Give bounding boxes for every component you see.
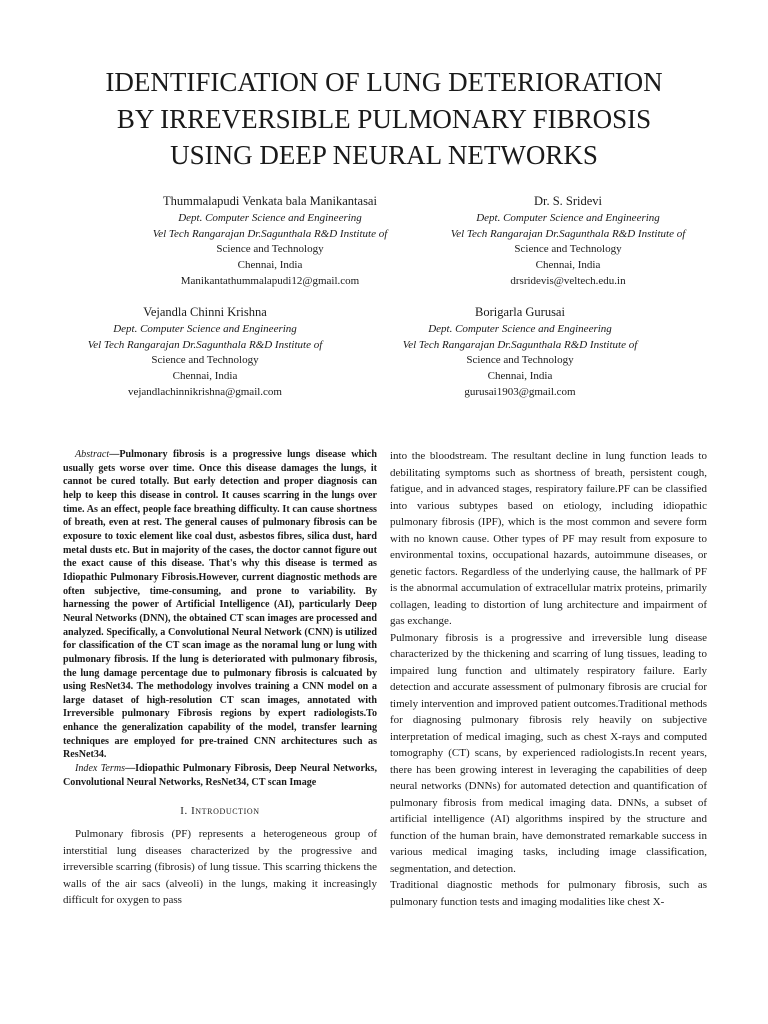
author-institute-cont: Science and Technology xyxy=(514,243,622,256)
author-block-1 xyxy=(110,193,430,290)
section-title: Introduction xyxy=(191,805,260,818)
title-line-2: BY IRREVERSIBLE PULMONARY FIBROSIS xyxy=(116,103,652,134)
abstract xyxy=(63,448,377,762)
author-city: Chennai, India xyxy=(487,370,553,383)
author-block-3 xyxy=(45,304,365,401)
section-heading-introduction xyxy=(63,805,377,817)
author-email: Manikantathummalapudi12@gmail.com xyxy=(180,274,360,287)
author-dept: Dept. Computer Science and Engineering xyxy=(476,212,660,224)
abstract-label: Abstract xyxy=(75,449,110,460)
abstract-dash: — xyxy=(109,449,120,460)
section-numeral: I. xyxy=(180,805,188,818)
body-paragraph-3: Traditional diagnostic methods for pulmonary fibrosis, such as pulmonary function tests and imaging modalities like chest X- xyxy=(390,879,707,908)
author-institute-cont: Science and Technology xyxy=(466,354,574,367)
author-email: gurusai1903@gmail.com xyxy=(464,385,576,398)
author-block-2 xyxy=(408,193,728,290)
abstract-text: Pulmonary fibrosis is a progressive lungs disease which usually gets worse over time. Once this disease damages the lungs, it cannot be cured totally. But early detection and proper diagnosis can help to keep this disease in control. It causes scarring in the lungs over time. As an effect, people face breathing difficulty. It can cause shortness of breath, even at rest. The general causes of pulmonary fibrosis can be exposure to toxic element like coal dust, asbestos fibres, silica dust, hard metal dusts etc. But in majority of the cases, the doctor cannot figure out the exact cause of this disease. That's why this disease is termed as Idiopathic Pulmonary Fibrosis.However, current diagnostic methods are often subjective, time-consuming, and prone to variability. By harnessing the power of Artificial Intelligence (AI), particularly Deep Neural Networks (DNN), the obtained CT scan images are processed and analyzed. Specifically, a Convolutional Neural Network (CNN) is utilized for classification of the CT scan image as the noramal lung or lung with pulmonary fibrosis. If the lung is deteriorated with pulmonary fibrosis, the lung damage percentage due to pulmonary fibrosis is calcuated by using ResNet34. The methodology involves training a CNN model on a large dataset of high-resolution CT scan images, annotated with Irreversible pulmonary Fibrosis regions by expert radiologists.To enhance the generalization capability of the model, transfer learning techniques are employed for pre-trained CNN architectures such as ResNet34. xyxy=(63,449,377,761)
author-name: Thummalapudi Venkata bala Manikantasai xyxy=(163,194,377,208)
intro-paragraph-1: Pulmonary fibrosis (PF) represents a heterogeneous group of interstitial lung diseases characterized by the progressive and irreversible scarring (fibrosis) of lung tissue. This scarring thickens the walls of the air sacs (alveoli) in the lungs, making it increasingly difficult for oxygen to pass xyxy=(63,828,377,907)
author-email: vejandlachinnikrishna@gmail.com xyxy=(127,385,282,398)
author-city: Chennai, India xyxy=(237,259,303,272)
index-terms xyxy=(63,762,377,789)
author-institute-cont: Science and Technology xyxy=(151,354,259,367)
author-dept: Dept. Computer Science and Engineering xyxy=(113,323,297,335)
paper-title xyxy=(0,64,768,174)
author-institute: Vel Tech Rangarajan Dr.Sagunthala R&D Institute of xyxy=(152,227,388,240)
author-name: Borigarla Gurusai xyxy=(475,305,565,319)
title-line-1: IDENTIFICATION OF LUNG DETERIORATION xyxy=(105,67,663,97)
body-paragraph-2: Pulmonary fibrosis is a progressive and irreversible lung disease characterized by the thickening and scarring of lung tissues, leading to impaired lung function and ultimately respiratory failure. Early detection and accurate assessment of pulmonary fibrosis are crucial for timely intervention and improved patient outcomes.Traditional methods for diagnosing pulmonary fibrosis rely heavily on subjective interpretation of medical imaging, such as chest X-rays and computed tomography (CT) scans, by experienced radiologists.In recent years, there has been growing interest in leveraging the capabilities of deep neural networks (DNNs) for automated detection and quantification of pulmonary fibrosis from medical imaging data. DNNs, a subset of artificial intelligence (AI) algorithms inspired by the structure and function of the human brain, have demonstrated remarkable success in various medical imaging tasks, including image classification, segmentation, and detection. xyxy=(390,631,707,875)
author-city: Chennai, India xyxy=(535,259,601,272)
author-dept: Dept. Computer Science and Engineering xyxy=(428,323,612,335)
author-city: Chennai, India xyxy=(172,370,238,383)
author-institute-cont: Science and Technology xyxy=(216,243,324,256)
left-column xyxy=(63,448,377,909)
body-paragraph-continued: into the bloodstream. The resultant decline in lung function leads to debilitating symptoms such as shortness of breath, persistent cough, fatigue, and in advanced stages, respiratory failure.PF can be classified into various subtypes based on etiology, including idiopathic pulmonary fibrosis (IPF), which is the most common and severe form with no known cause. Other types of PF may result from exposure to environmental toxins, occupational hazards, autoimmune diseases, or genetic factors. Regardless of the underlying cause, the hallmark of PF is the abnormal accumulation of extracellular matrix proteins, primarily collagen, leading to distortion of lung architecture and impairment of gas exchange. xyxy=(390,450,707,627)
index-terms-dash: — xyxy=(125,763,136,775)
index-terms-text: Idiopathic Pulmonary Fibrosis, Deep Neural Networks, Convolutional Neural Networks, ResNet34, CT scan Image xyxy=(63,763,377,788)
author-institute: Vel Tech Rangarajan Dr.Sagunthala R&D Institute of xyxy=(87,338,323,351)
author-email: drsridevis@veltech.edu.in xyxy=(510,274,626,287)
title-line-3: USING DEEP NEURAL NETWORKS xyxy=(170,140,598,170)
author-name: Vejandla Chinni Krishna xyxy=(143,305,267,319)
right-column xyxy=(390,448,707,910)
author-dept: Dept. Computer Science and Engineering xyxy=(178,212,362,224)
author-name: Dr. S. Sridevi xyxy=(533,194,603,208)
author-institute: Vel Tech Rangarajan Dr.Sagunthala R&D Institute of xyxy=(450,227,686,240)
index-terms-label: Index Terms xyxy=(75,763,126,775)
author-block-4 xyxy=(360,304,680,401)
author-institute: Vel Tech Rangarajan Dr.Sagunthala R&D Institute of xyxy=(402,338,638,351)
